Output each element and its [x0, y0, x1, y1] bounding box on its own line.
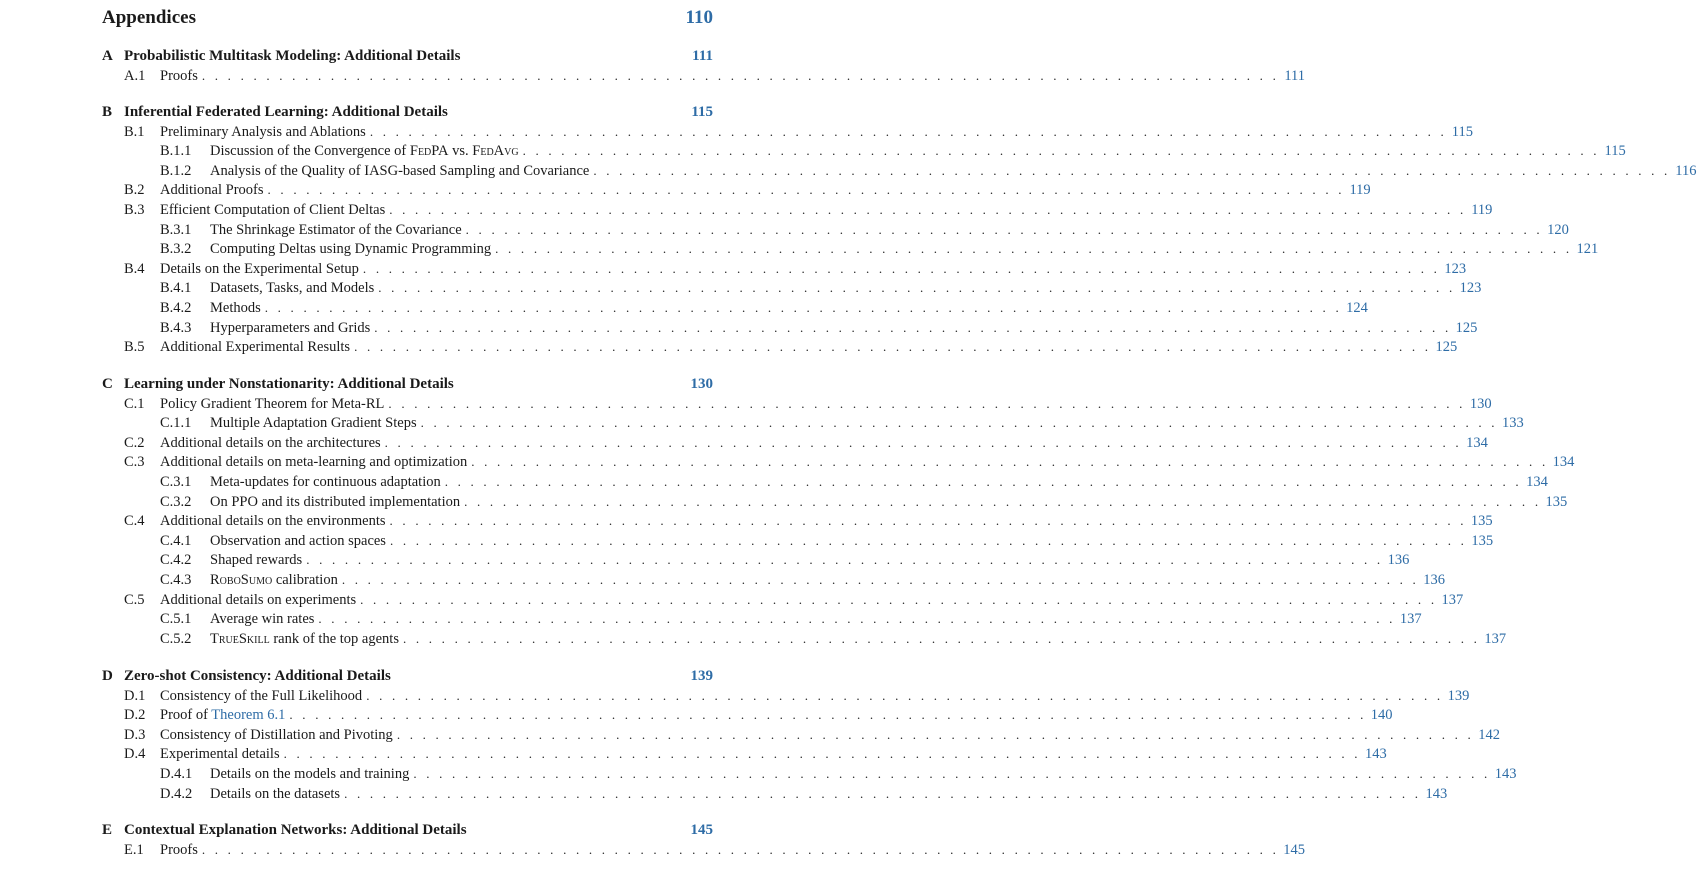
chapter-title: Zero-shot Consistency: Additional Details	[124, 668, 391, 684]
entry-title: Policy Gradient Theorem for Meta-RL	[160, 395, 385, 412]
entry-number: D.2	[124, 707, 146, 724]
entry-number: D.3	[124, 726, 146, 743]
entry-page-number[interactable]: 133	[1502, 415, 1524, 432]
entry-number: B.4.2	[160, 300, 192, 316]
dot-leader: . . . . . . . . . . . . . . . . . . . . . . . . . . . . . . . . . . . . . . . . . . . . . . . . . . . . . . . . . . . . . . . . . . . . . . . . . . . . . . . . . . . .	[306, 552, 1384, 568]
entry-title-text: rank of the top agents	[269, 630, 399, 647]
toc-chapter-b[interactable]	[102, 104, 713, 123]
entry-number: C.4.2	[160, 552, 192, 569]
toc-entry-d-2[interactable]	[124, 707, 1393, 726]
toc-entry-d-4-2[interactable]	[160, 785, 1448, 805]
chapter-page-number[interactable]: 145	[690, 822, 713, 838]
entry-title: Methods	[210, 300, 261, 316]
dot-leader: . . . . . . . . . . . . . . . . . . . . . . . . . . . . . . . . . . . . . . . . . . . . . . . . . . . . . . . . . . . . . . . . . . . . . . . . . . . . . . . . . . . .	[201, 841, 1280, 857]
toc-entry-d-3[interactable]	[124, 726, 1500, 746]
entry-page-number[interactable]: 137	[1399, 611, 1422, 628]
toc-entry-b-4-1[interactable]	[160, 280, 1482, 299]
toc-entry-d-1[interactable]	[124, 687, 1470, 707]
entry-page-number[interactable]: 119	[1471, 202, 1493, 218]
dot-leader: . . . . . . . . . . . . . . . . . . . . . . . . . . . . . . . . . . . . . . . . . . . . . . . . . . . . . . . . . . . . . . . . . . . . . . . . . . . . . . . . . . . .	[522, 143, 1600, 159]
entry-title: Additional details on the environments	[160, 513, 386, 530]
entry-title: The Shrinkage Estimator of the Covariance	[210, 221, 462, 238]
toc-chapter-c[interactable]	[102, 376, 713, 395]
entry-page-number[interactable]: 135	[1470, 513, 1493, 530]
entry-title: Meta-updates for continuous adaptation	[210, 474, 441, 490]
chapter-number: C	[102, 376, 113, 392]
entry-title-smallcaps: RoboSumo	[210, 572, 273, 588]
dot-leader: . . . . . . . . . . . . . . . . . . . . . . . . . . . . . . . . . . . . . . . . . . . . . . . . . . . . . . . . . . . . . . . . . . . . . . . . . . . . . . . . . . . .	[396, 726, 1474, 742]
toc-chapter-e[interactable]	[102, 822, 713, 841]
entry-title-smallcaps: FedPA	[409, 143, 449, 160]
entry-page-number[interactable]: 139	[1447, 687, 1470, 704]
appendices-title: Appendices	[102, 7, 196, 28]
entry-title-text: calibration	[272, 572, 338, 588]
entry-page-number[interactable]: 134	[1526, 474, 1548, 490]
dot-leader: . . . . . . . . . . . . . . . . . . . . . . . . . . . . . . . . . . . . . . . . . . . . . . . . . . . . . . . . . . . . . . . . . . . . . . . . . . . . . . . . . . . .	[593, 162, 1671, 178]
entry-title: Hyperparameters and Grids	[210, 319, 371, 336]
entry-number: D.1	[124, 687, 146, 704]
appendices-page-number[interactable]: 110	[685, 7, 713, 28]
entry-page-number[interactable]: 115	[1451, 123, 1473, 140]
chapter-title: Probabilistic Multitask Modeling: Additional Details	[124, 48, 461, 64]
dot-leader: . . . . . . . . . . . . . . . . . . . . . . . . . . . . . . . . . . . . . . . . . . . . . . . . . . . . . . . . . . . . . . . . . . . . . . . . . . . . . . . . . . . .	[201, 67, 1280, 83]
entry-title: Consistency of the Full Likelihood	[160, 687, 363, 704]
entry-number: D.4.2	[160, 785, 193, 802]
dot-leader: . . . . . . . . . . . . . . . . . . . . . . . . . . . . . . . . . . . . . . . . . . . . . . . . . . . . . . . . . . . . . . . . . . . . . . . . . . . . . . . . . . . .	[388, 395, 1466, 411]
entry-number: C.1.1	[160, 415, 192, 432]
entry-page-number[interactable]: 136	[1423, 572, 1445, 588]
dot-leader: . . . . . . . . . . . . . . . . . . . . . . . . . . . . . . . . . . . . . . . . . . . . . . . . . . . . . . . . . . . . . . . . . . . . . . . . . . . . . . . . . . . .	[341, 572, 1419, 587]
entry-page-number[interactable]: 116	[1675, 162, 1697, 179]
chapter-title: Contextual Explanation Networks: Additional Details	[124, 822, 467, 838]
entry-title	[210, 631, 399, 648]
entry-title: Details on the datasets	[210, 785, 341, 802]
entry-title	[210, 572, 338, 589]
entry-page-number[interactable]: 124	[1346, 300, 1368, 316]
toc-entry-c-3[interactable]	[124, 454, 1575, 473]
entry-title: Details on the models and training	[210, 766, 410, 782]
dot-leader: . . . . . . . . . . . . . . . . . . . . . . . . . . . . . . . . . . . . . . . . . . . . . . . . . . . . . . . . . . . . . . . . . . . . . . . . . . . . . . . . . . . .	[318, 611, 1396, 627]
entry-title: Analysis of the Quality of IASG-based Sampling and Covariance	[210, 162, 590, 179]
entry-number: A.1	[124, 67, 146, 84]
entry-number: B.4	[124, 260, 145, 277]
entry-number: B.3.1	[160, 221, 192, 238]
chapter-number: A	[102, 48, 113, 64]
toc-entry-b-4[interactable]	[124, 260, 1467, 280]
toc-entry-c-5-1[interactable]	[160, 611, 1422, 630]
entry-number: B.1	[124, 123, 145, 140]
dot-leader: . . . . . . . . . . . . . . . . . . . . . . . . . . . . . . . . . . . . . . . . . . . . . . . . . . . . . . . . . . . . . . . . . . . . . . . . . . . . . . . . . . . .	[465, 221, 1543, 237]
dot-leader: . . . . . . . . . . . . . . . . . . . . . . . . . . . . . . . . . . . . . . . . . . . . . . . . . . . . . . . . . . . . . . . . . . . . . . . . . . . . . . . . . . . .	[360, 591, 1438, 607]
entry-number: C.2	[124, 434, 145, 451]
toc-entry-c-4[interactable]	[124, 513, 1493, 532]
toc-entry-c-4-1[interactable]	[160, 532, 1494, 552]
dot-leader: . . . . . . . . . . . . . . . . . . . . . . . . . . . . . . . . . . . . . . . . . . . . . . . . . . . . . . . . . . . . . . . . . . . . . . . . . . . . . . . . . . . .	[354, 339, 1432, 355]
toc-chapter-a[interactable]	[102, 48, 713, 67]
entry-page-number[interactable]: 145	[1283, 841, 1306, 858]
entry-number: B.1.2	[160, 162, 192, 179]
entry-page-number[interactable]: 130	[1469, 395, 1492, 412]
entry-page-number[interactable]: 136	[1387, 552, 1410, 569]
entry-page-number[interactable]: 135	[1471, 532, 1494, 549]
entry-title: Consistency of Distillation and Pivoting	[160, 726, 393, 743]
toc-entry-c-5[interactable]	[124, 591, 1464, 611]
entry-number: C.5	[124, 591, 145, 608]
entry-title-smallcaps: TrueSkill	[210, 630, 270, 647]
chapter-page-number[interactable]: 111	[692, 48, 713, 64]
entry-number: B.3.2	[160, 241, 192, 258]
toc-entry-b-3-2[interactable]	[160, 241, 1599, 260]
entry-number: B.4.1	[160, 280, 192, 297]
chapter-page-number[interactable]: 139	[690, 668, 713, 684]
theorem-link[interactable]: Theorem 6.1	[211, 707, 286, 724]
entry-number: C.4	[124, 513, 145, 530]
entry-page-number[interactable]: 134	[1466, 434, 1488, 451]
chapter-number: E	[102, 822, 113, 838]
entry-title-smallcaps: FedAvg	[472, 143, 519, 160]
entry-number: B.2	[124, 182, 145, 199]
entry-number: C.5.2	[160, 630, 192, 647]
entry-title: Experimental details	[160, 746, 280, 763]
entry-title: Additional details on the architectures	[160, 434, 381, 451]
dot-leader: . . . . . . . . . . . . . . . . . . . . . . . . . . . . . . . . . . . . . . . . . . . . . . . . . . . . . . . . . . . . . . . . . . . . . . . . . . . . . . . . . . . .	[413, 766, 1491, 781]
toc-entry-b-1[interactable]	[124, 123, 1473, 143]
dot-leader: . . . . . . . . . . . . . . . . . . . . . . . . . . . . . . . . . . . . . . . . . . . . . . . . . . . . . . . . . . . . . . . . . . . . . . . . . . . . . . . . . . . .	[389, 513, 1467, 529]
entry-page-number[interactable]: 120	[1547, 221, 1569, 238]
entry-page-number[interactable]: 143	[1494, 766, 1517, 782]
dot-leader: . . . . . . . . . . . . . . . . . . . . . . . . . . . . . . . . . . . . . . . . . . . . . . . . . . . . . . . . . . . . . . . . . . . . . . . . . . . . . . . . . . . .	[389, 532, 1468, 548]
entry-title: Shaped rewards	[210, 552, 303, 569]
toc-entry-b-5[interactable]	[124, 339, 1458, 358]
dot-leader: . . . . . . . . . . . . . . . . . . . . . . . . . . . . . . . . . . . . . . . . . . . . . . . . . . . . . . . . . . . . . . . . . . . . . . . . . . . . . . . . . . . .	[495, 241, 1573, 257]
chapter-page-number[interactable]: 115	[691, 104, 713, 120]
entry-page-number[interactable]: 137	[1484, 630, 1507, 647]
toc-entry-c-4-2[interactable]	[160, 552, 1410, 571]
dot-leader: . . . . . . . . . . . . . . . . . . . . . . . . . . . . . . . . . . . . . . . . . . . . . . . . . . . . . . . . . . . . . . . . . . . . . . . . . . . . . . . . . . . .	[378, 280, 1456, 296]
toc-entry-c-1-1[interactable]	[160, 415, 1524, 434]
toc-entry-c-5-2[interactable]	[160, 630, 1507, 650]
entry-title: Additional details on meta-learning and optimization	[160, 454, 468, 471]
entry-title: Additional details on experiments	[160, 591, 357, 608]
toc-entry-c-2[interactable]	[124, 434, 1488, 454]
toc-entry-a-1[interactable]	[124, 67, 1306, 87]
toc-entry-c-4-3[interactable]	[160, 572, 1445, 591]
entry-title: Multiple Adaptation Gradient Steps	[210, 415, 417, 432]
entry-title: Average win rates	[210, 611, 315, 628]
dot-leader: . . . . . . . . . . . . . . . . . . . . . . . . . . . . . . . . . . . . . . . . . . . . . . . . . . . . . . . . . . . . . . . . . . . . . . . . . . . . . . . . . . . .	[402, 630, 1481, 646]
entry-page-number[interactable]: 125	[1455, 319, 1478, 336]
entry-page-number[interactable]: 137	[1441, 591, 1464, 608]
entry-page-number[interactable]: 119	[1349, 182, 1371, 199]
entry-page-number[interactable]: 135	[1545, 493, 1568, 510]
toc-entry-b-3-1[interactable]	[160, 221, 1569, 241]
entry-number: E.1	[124, 841, 144, 858]
entry-number: C.4.1	[160, 532, 192, 549]
entry-title	[160, 707, 285, 724]
toc-entry-b-2[interactable]	[124, 182, 1371, 201]
entry-page-number[interactable]: 143	[1365, 746, 1387, 763]
entry-page-number[interactable]: 123	[1444, 260, 1467, 277]
entry-number: D.4.1	[160, 766, 193, 782]
entry-title: Datasets, Tasks, and Models	[210, 280, 375, 297]
entry-title-text: Proof of	[160, 707, 212, 724]
chapter-number: B	[102, 104, 113, 120]
entry-page-number[interactable]: 134	[1552, 454, 1575, 471]
dot-leader: . . . . . . . . . . . . . . . . . . . . . . . . . . . . . . . . . . . . . . . . . . . . . . . . . . . . . . . . . . . . . . . . . . . . . . . . . . . . . . . . . . . .	[267, 182, 1345, 198]
entry-number: B.5	[124, 339, 145, 356]
chapter-title: Learning under Nonstationarity: Additional Details	[124, 376, 454, 392]
entry-title: Computing Deltas using Dynamic Programming	[210, 241, 492, 258]
entry-page-number[interactable]: 111	[1284, 67, 1306, 84]
entry-title: Details on the Experimental Setup	[160, 260, 359, 277]
entry-title: Additional Proofs	[160, 182, 264, 199]
entry-number: C.4.3	[160, 572, 192, 588]
entry-title: Proofs	[160, 67, 198, 84]
toc-entry-e-1[interactable]	[124, 841, 1306, 861]
toc-entry-b-3[interactable]	[124, 202, 1493, 221]
entry-page-number[interactable]: 123	[1459, 280, 1482, 297]
dot-leader: . . . . . . . . . . . . . . . . . . . . . . . . . . . . . . . . . . . . . . . . . . . . . . . . . . . . . . . . . . . . . . . . . . . . . . . . . . . . . . . . . . . .	[369, 123, 1447, 139]
chapter-title: Inferential Federated Learning: Additional Details	[124, 104, 448, 120]
entry-title	[210, 143, 519, 160]
entry-title-text: Discussion of the Convergence of	[210, 143, 410, 160]
entry-title: On PPO and its distributed implementation	[210, 493, 461, 510]
entry-title: Proofs	[160, 841, 198, 858]
toc-entry-c-3-1[interactable]	[160, 474, 1548, 493]
entry-number: B.4.3	[160, 319, 192, 336]
toc-entry-d-4-1[interactable]	[160, 766, 1517, 785]
entry-page-number[interactable]: 125	[1435, 339, 1458, 356]
toc-entry-b-1-1[interactable]	[160, 143, 1626, 162]
dot-leader: . . . . . . . . . . . . . . . . . . . . . . . . . . . . . . . . . . . . . . . . . . . . . . . . . . . . . . . . . . . . . . . . . . . . . . . . . . . . . . . . . . . .	[384, 434, 1462, 450]
entry-page-number[interactable]: 115	[1604, 143, 1626, 160]
toc-entry-c-1[interactable]	[124, 395, 1492, 415]
toc-entry-b-4-3[interactable]	[160, 319, 1478, 339]
dot-leader: . . . . . . . . . . . . . . . . . . . . . . . . . . . . . . . . . . . . . . . . . . . . . . . . . . . . . . . . . . . . . . . . . . . . . . . . . . . . . . . . . . . .	[464, 493, 1542, 509]
dot-leader: . . . . . . . . . . . . . . . . . . . . . . . . . . . . . . . . . . . . . . . . . . . . . . . . . . . . . . . . . . . . . . . . . . . . . . . . . . . . . . . . . . . .	[283, 746, 1361, 762]
toc-entry-c-3-2[interactable]	[160, 493, 1568, 513]
entry-number: B.3	[124, 202, 145, 218]
entry-number: B.1.1	[160, 143, 192, 160]
dot-leader: . . . . . . . . . . . . . . . . . . . . . . . . . . . . . . . . . . . . . . . . . . . . . . . . . . . . . . . . . . . . . . . . . . . . . . . . . . . . . . . . . . . .	[471, 454, 1549, 470]
entry-page-number[interactable]: 143	[1425, 785, 1448, 802]
entry-number: C.3.2	[160, 493, 192, 510]
chapter-page-number[interactable]: 130	[690, 376, 713, 392]
toc-entry-b-1-2[interactable]	[160, 162, 1697, 182]
dot-leader: . . . . . . . . . . . . . . . . . . . . . . . . . . . . . . . . . . . . . . . . . . . . . . . . . . . . . . . . . . . . . . . . . . . . . . . . . . . . . . . . . . . .	[362, 260, 1441, 276]
entry-number: D.4	[124, 746, 146, 763]
dot-leader: . . . . . . . . . . . . . . . . . . . . . . . . . . . . . . . . . . . . . . . . . . . . . . . . . . . . . . . . . . . . . . . . . . . . . . . . . . . . . . . . . . . .	[289, 707, 1367, 723]
entry-title: Additional Experimental Results	[160, 339, 351, 356]
dot-leader: . . . . . . . . . . . . . . . . . . . . . . . . . . . . . . . . . . . . . . . . . . . . . . . . . . . . . . . . . . . . . . . . . . . . . . . . . . . . . . . . . . . .	[420, 415, 1498, 431]
dot-leader: . . . . . . . . . . . . . . . . . . . . . . . . . . . . . . . . . . . . . . . . . . . . . . . . . . . . . . . . . . . . . . . . . . . . . . . . . . . . . . . . . . . .	[389, 202, 1467, 217]
entry-title: Observation and action spaces	[210, 532, 386, 549]
entry-title: Efficient Computation of Client Deltas	[160, 202, 386, 218]
dot-leader: . . . . . . . . . . . . . . . . . . . . . . . . . . . . . . . . . . . . . . . . . . . . . . . . . . . . . . . . . . . . . . . . . . . . . . . . . . . . . . . . . . . .	[374, 319, 1452, 335]
entry-number: C.3	[124, 454, 145, 471]
entry-number: C.5.1	[160, 611, 192, 628]
toc-entry-b-4-2[interactable]	[160, 300, 1368, 319]
chapter-number: D	[102, 668, 113, 684]
entry-page-number[interactable]: 140	[1370, 707, 1393, 724]
entry-page-number[interactable]: 121	[1576, 241, 1599, 258]
dot-leader: . . . . . . . . . . . . . . . . . . . . . . . . . . . . . . . . . . . . . . . . . . . . . . . . . . . . . . . . . . . . . . . . . . . . . . . . . . . . . . . . . . . .	[366, 687, 1444, 703]
dot-leader: . . . . . . . . . . . . . . . . . . . . . . . . . . . . . . . . . . . . . . . . . . . . . . . . . . . . . . . . . . . . . . . . . . . . . . . . . . . . . . . . . . . .	[344, 785, 1422, 801]
entry-number: C.3.1	[160, 474, 192, 490]
entry-title: Preliminary Analysis and Ablations	[160, 123, 366, 140]
entry-number: C.1	[124, 395, 145, 412]
entry-page-number[interactable]: 142	[1478, 726, 1500, 743]
appendices-heading	[102, 7, 713, 33]
dot-leader: . . . . . . . . . . . . . . . . . . . . . . . . . . . . . . . . . . . . . . . . . . . . . . . . . . . . . . . . . . . . . . . . . . . . . . . . . . . . . . . . . . . .	[444, 474, 1522, 489]
dot-leader: . . . . . . . . . . . . . . . . . . . . . . . . . . . . . . . . . . . . . . . . . . . . . . . . . . . . . . . . . . . . . . . . . . . . . . . . . . . . . . . . . . . .	[264, 300, 1342, 315]
toc-entry-d-4[interactable]	[124, 746, 1387, 765]
entry-title-text: vs.	[448, 143, 473, 160]
toc-chapter-d[interactable]	[102, 668, 713, 687]
